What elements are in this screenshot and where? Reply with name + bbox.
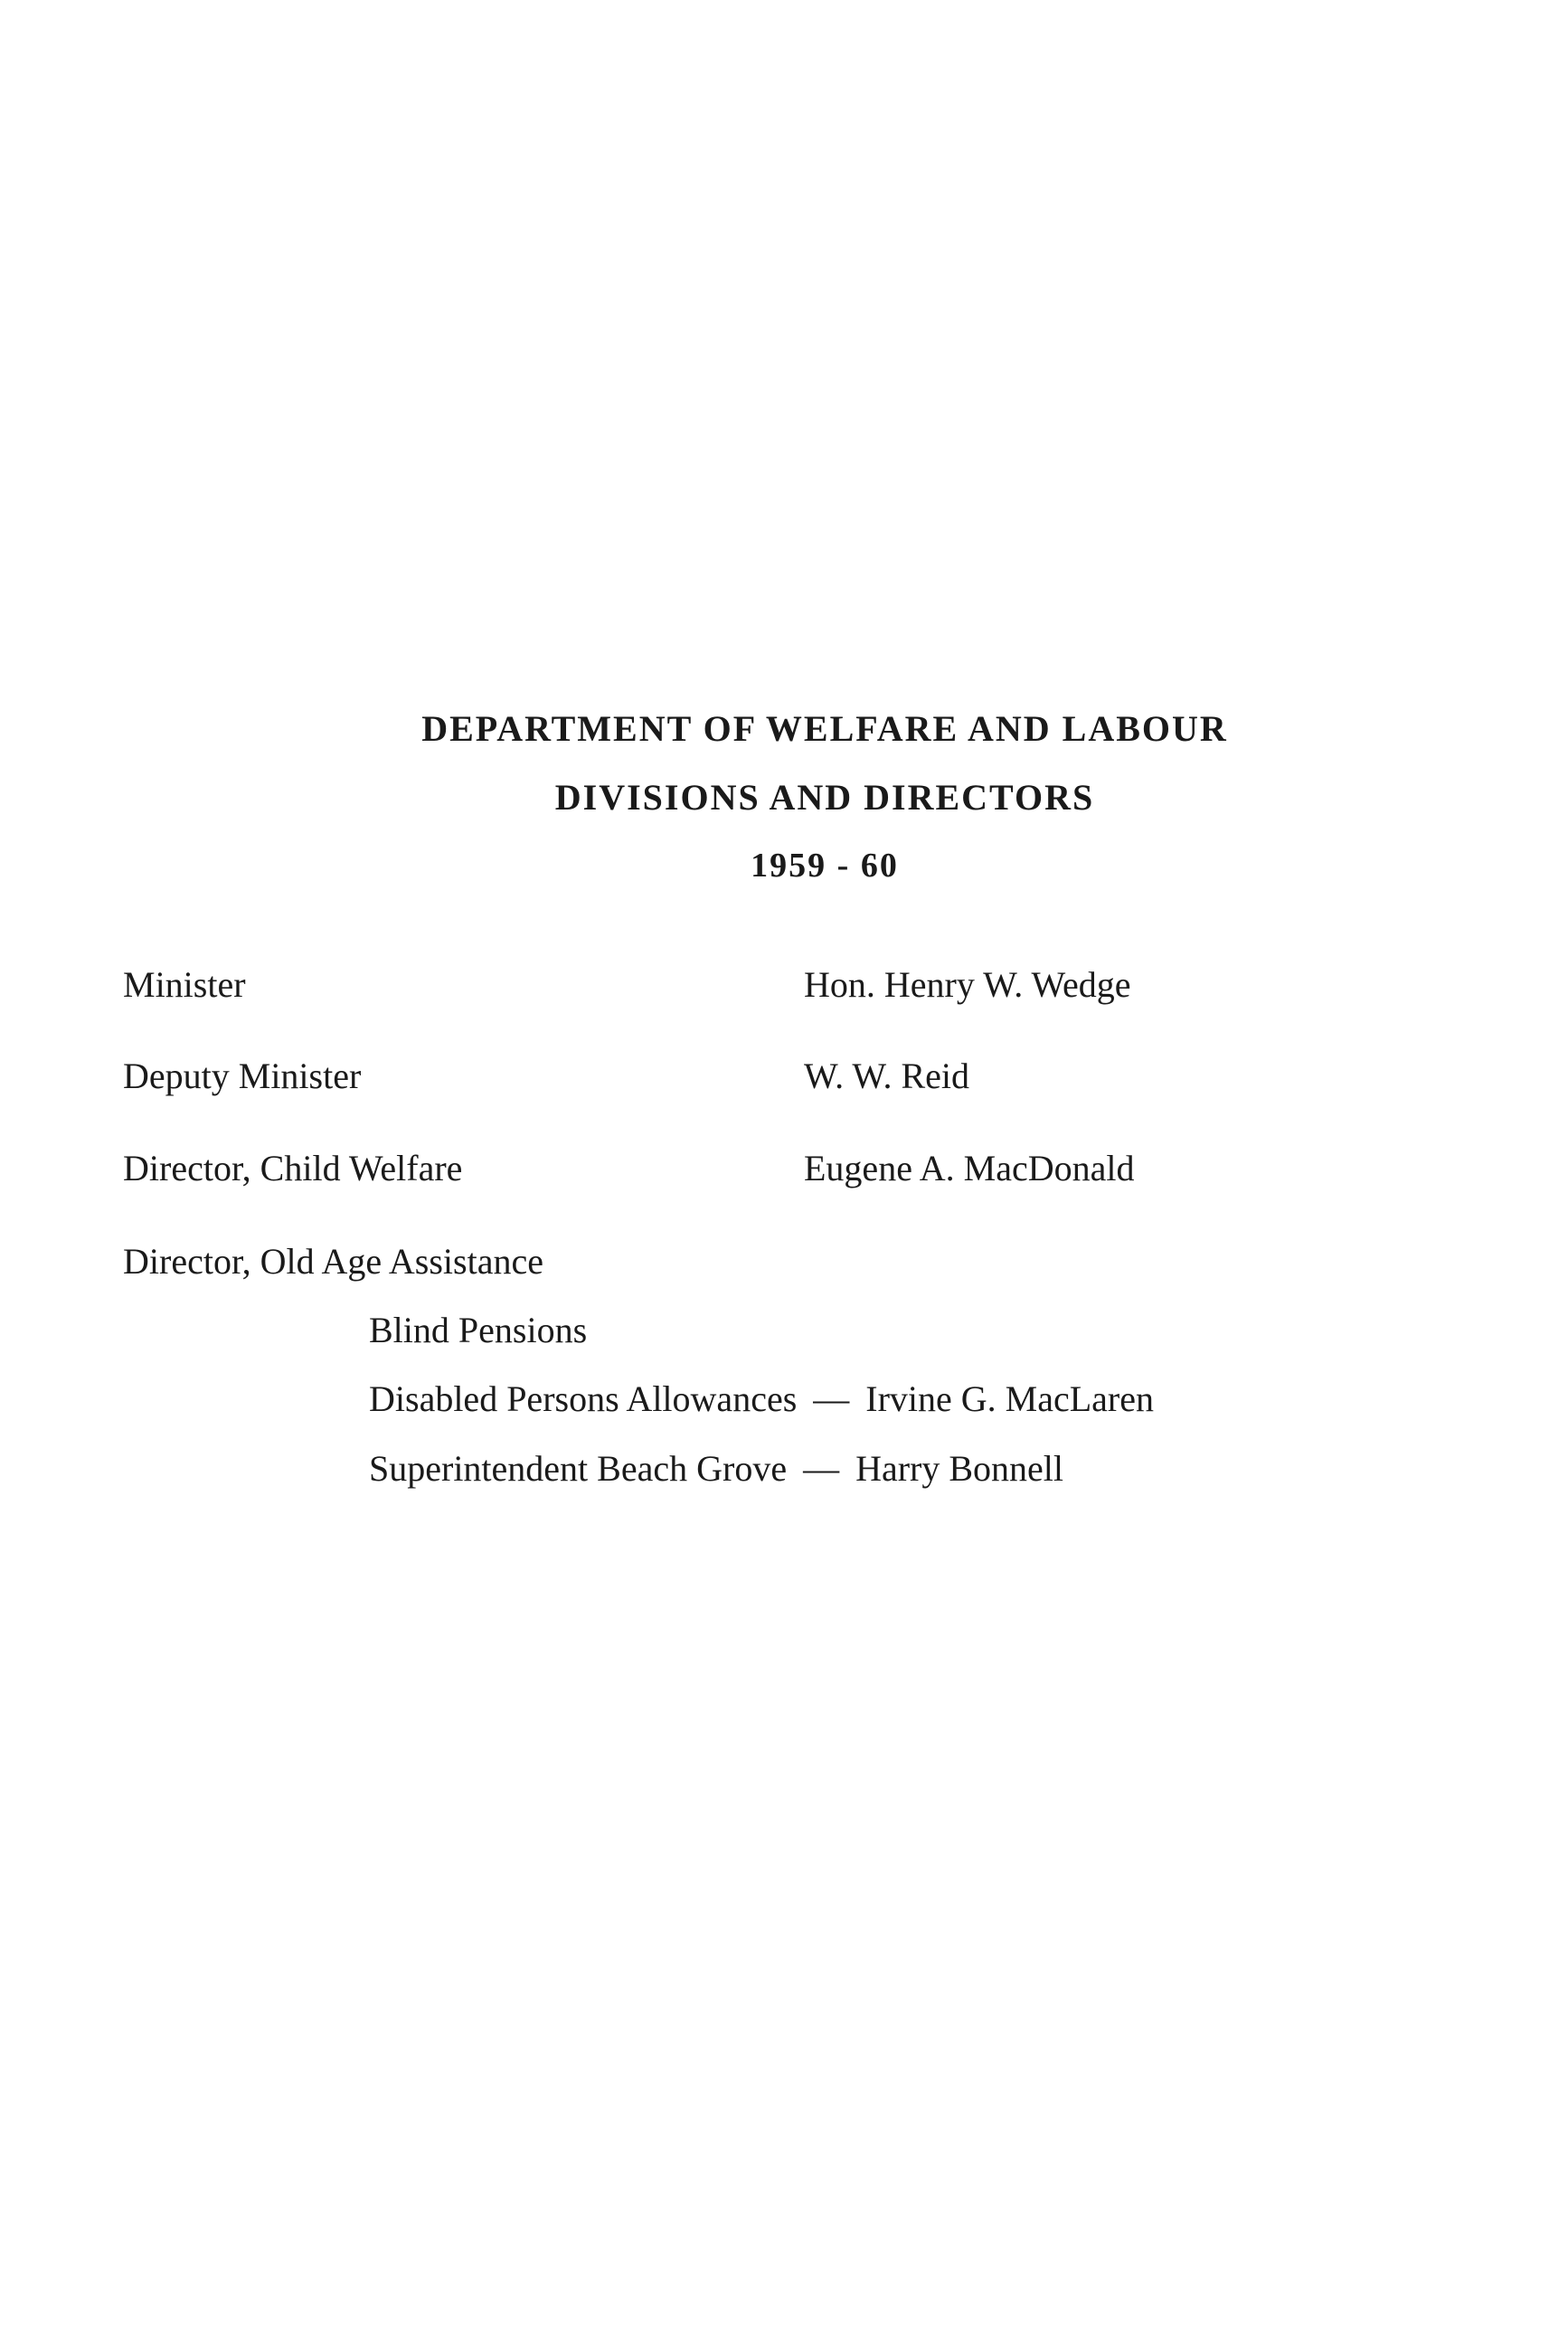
section-subtitle: DIVISIONS AND DIRECTORS	[554, 777, 1095, 818]
blind-pensions-label: Blind Pensions	[369, 1310, 588, 1350]
department-title: DEPARTMENT OF WELFARE AND LABOUR	[421, 708, 1228, 749]
year-range: 1959 - 60	[751, 847, 899, 885]
official-name: Hon. Henry W. Wedge	[804, 964, 1131, 1005]
dash-separator: —	[813, 1378, 850, 1419]
official-row-child-welfare	[123, 1147, 1479, 1192]
superintendent-role: Superintendent Beach Grove	[369, 1448, 788, 1489]
old-age-director-title: Director, Old Age Assistance	[123, 1241, 543, 1282]
superintendent-line	[369, 1447, 1063, 1490]
official-row-minister	[123, 963, 1479, 1008]
disabled-persons-role: Disabled Persons Allowances	[369, 1378, 798, 1419]
official-role: Director, Child Welfare	[123, 1148, 463, 1188]
official-name: Eugene A. MacDonald	[804, 1148, 1135, 1188]
official-row-deputy-minister	[123, 1055, 1479, 1100]
disabled-persons-line	[369, 1378, 1154, 1420]
official-role: Deputy Minister	[123, 1056, 362, 1096]
official-role: Minister	[123, 964, 246, 1005]
official-name: W. W. Reid	[804, 1056, 969, 1096]
dash-separator: —	[803, 1448, 840, 1489]
disabled-persons-name: Irvine G. MacLaren	[865, 1378, 1154, 1419]
superintendent-name: Harry Bonnell	[855, 1448, 1064, 1489]
